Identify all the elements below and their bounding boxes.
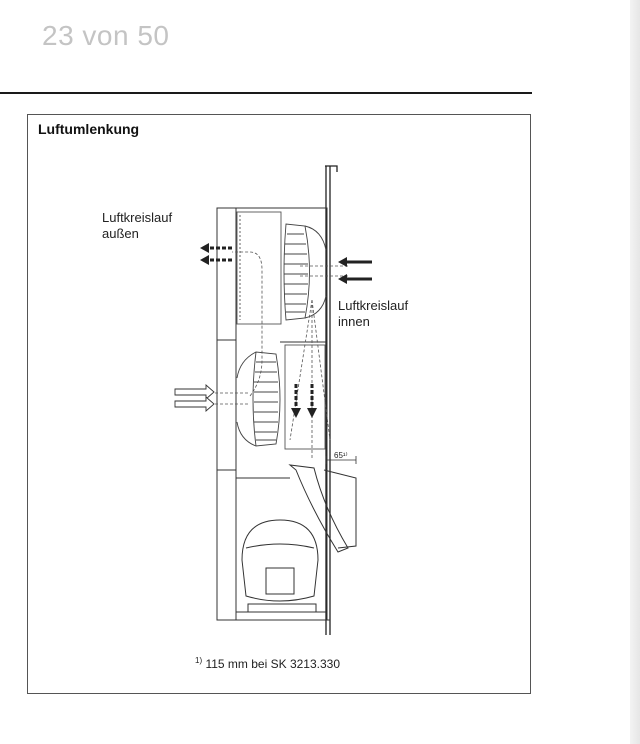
- inner-air-path: [290, 266, 350, 460]
- outer-air-path: [175, 252, 262, 404]
- label-inner-line1: Luftkreislauf: [338, 298, 409, 313]
- dimension-label: 65¹⁾: [334, 451, 348, 460]
- label-inner-line2: innen: [338, 314, 370, 329]
- label-inner-circulation: [338, 298, 408, 330]
- outer-intake-arrows: [175, 385, 214, 411]
- inner-intake-arrows: [338, 257, 372, 284]
- footnote: [195, 656, 340, 671]
- inner-downflow-arrows: [291, 384, 317, 418]
- label-outer-circulation: [102, 210, 172, 242]
- label-outer-line1: Luftkreislauf: [102, 210, 173, 225]
- label-outer-line2: außen: [102, 226, 139, 241]
- upper-fan-icon: [284, 224, 326, 320]
- footnote-marker: 1): [195, 656, 203, 665]
- page-counter: 23 von 50: [42, 20, 170, 51]
- figure-title: Luftumlenkung: [38, 121, 140, 137]
- compressor-icon: [236, 520, 326, 612]
- outer-exhaust-arrows: [200, 243, 232, 265]
- outer-heat-exchanger: [237, 212, 281, 324]
- air-deflector: [290, 465, 356, 552]
- lower-fan-icon: [237, 352, 280, 446]
- footnote-text: 115 mm bei SK 3213.330: [205, 657, 340, 671]
